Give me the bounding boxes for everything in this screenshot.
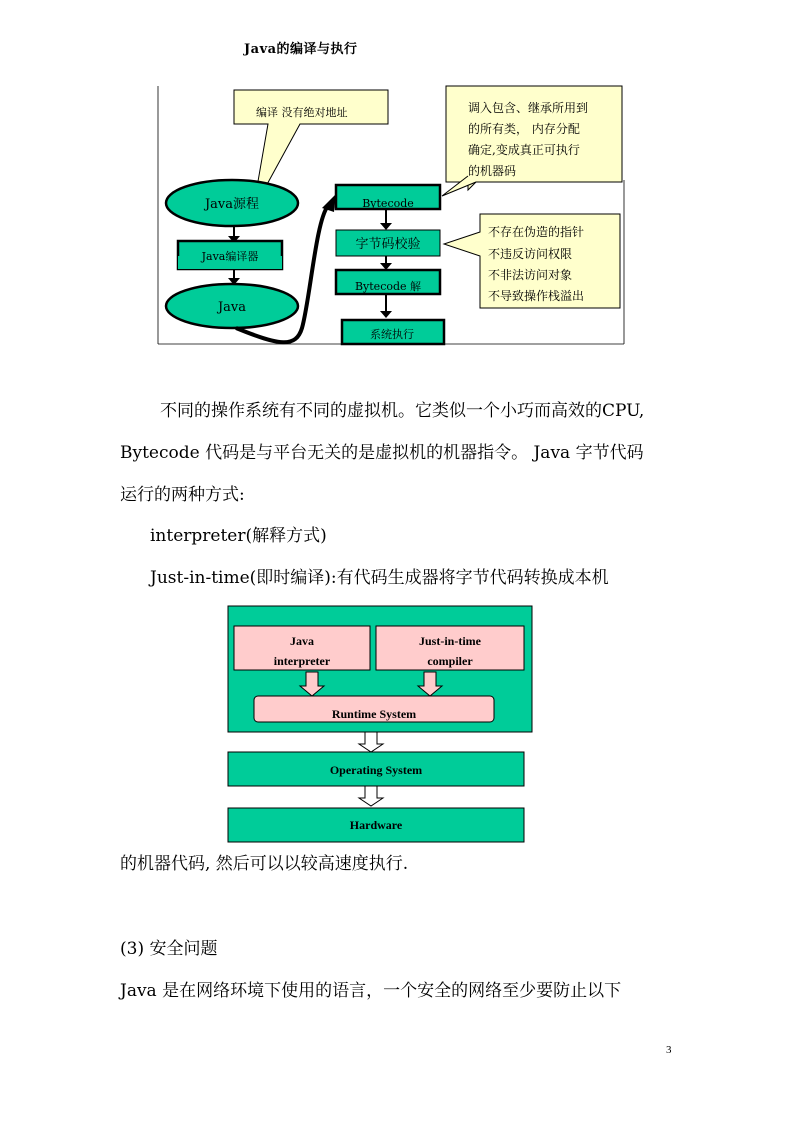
paragraph-interpreter: interpreter(解释方式): [150, 526, 327, 546]
bytecode-label: Bytecode: [362, 197, 414, 210]
runtime-system-label: Runtime System: [331, 707, 417, 721]
jit-compiler-line-2: compiler: [427, 654, 473, 668]
callout-load-line-3: 确定,变成真正可执行: [468, 143, 580, 157]
callout-compile-text: 编译 没有绝对地址: [256, 106, 348, 119]
java-source-label: Java源程: [204, 197, 260, 212]
callout-verify-line-3: 不非法访问对象: [488, 268, 573, 282]
hardware-label: Hardware: [349, 818, 403, 832]
paragraph-4: 的机器代码, 然后可以以较高速度执行.: [120, 854, 409, 874]
callout-load-line-2: 的所有类， 内存分配: [468, 122, 580, 136]
callout-verify-line-4: 不导致操作栈溢出: [488, 289, 585, 303]
paragraph-1-line-2: Bytecode 代码是与平台无关的是虚拟机的机器指令。 Java 字节代码: [120, 443, 644, 463]
system-exec-label: 系统执行: [370, 328, 414, 341]
paragraph-jit: Just-in-time(即时编译):有代码生成器将字节代码转换成本机: [150, 568, 609, 588]
callout-load-line-1: 调入包含、继承所用到: [468, 101, 589, 115]
runtime-architecture-diagram: [226, 604, 536, 846]
page-title: Java的编译与执行: [244, 42, 358, 57]
java-compiler-label: Java编译器: [201, 250, 259, 263]
java-output-label: Java: [217, 300, 247, 315]
java-interpreter-line-2: interpreter: [273, 654, 331, 668]
arrow-down-icon: [380, 223, 392, 230]
arrow-down-icon: [380, 311, 392, 318]
callout-verify-line-1: 不存在伪造的指针: [488, 225, 585, 239]
paragraph-1-line-1: 不同的操作系统有不同的虚拟机。它类似一个小巧而高效的CPU,: [160, 401, 645, 421]
section-heading-security: (3) 安全问题: [120, 939, 218, 959]
bytecode-verify-label: 字节码校验: [355, 237, 421, 252]
callout-verify-line-2: 不违反访问权限: [488, 247, 573, 261]
operating-system-label: Operating System: [329, 763, 423, 777]
paragraph-6: Java 是在网络环境下使用的语言，一个安全的网络至少要防止以下: [120, 981, 622, 1001]
jit-compiler-line-1: Just-in-time: [419, 634, 481, 648]
arrow-down-icon: [359, 732, 383, 752]
callout-load-line-4: 的机器码: [468, 164, 517, 178]
bytecode-interp-label: Bytecode 解: [354, 280, 422, 293]
arrow-down-icon: [359, 786, 383, 806]
java-interpreter-line-1: Java: [290, 634, 314, 648]
compile-execute-diagram: [150, 80, 640, 350]
paragraph-1-line-3: 运行的两种方式:: [120, 485, 245, 505]
page-number: 3: [666, 1044, 672, 1056]
